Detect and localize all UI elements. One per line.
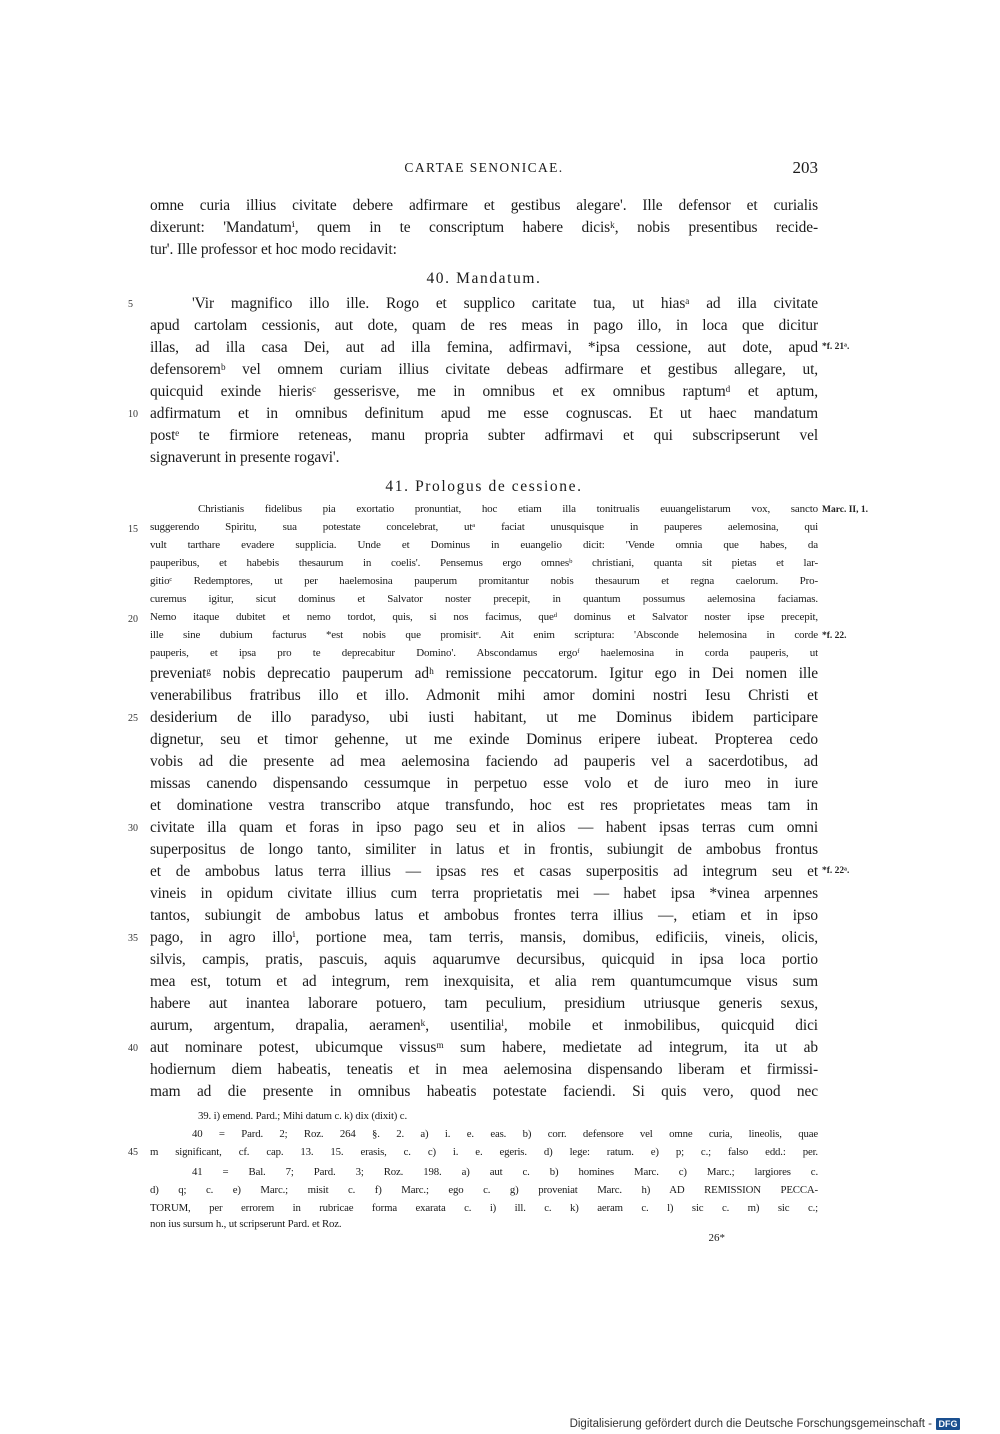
- page-number: 203: [792, 158, 818, 177]
- text-line: vult tarthare evadere supplicia. Unde et Dominus in euangelio dicit: 'Vende omnia que habes, da: [150, 539, 818, 551]
- line-number: 20: [128, 614, 138, 625]
- text-line: dignetur, seu et timor gehenne, ut me exinde Dominus eripere iubeat. Propterea cedo: [150, 731, 818, 748]
- text-line: 'Vir magnifico illo ille. Rogo et supplico caritate tua, ut hiasᵃ ad illa civitate: [192, 295, 818, 312]
- text-line: Christianis fidelibus pia exortatio pronuntiat, hoc etiam illa tonitrualis euuangelistarum vox, sancto: [198, 503, 818, 515]
- text-line: gitioᶜ Redemptores, ut per haelemosina pauperum promitantur nobis thesaurum et regna caelorum. Pro-: [150, 575, 818, 587]
- text-line: et de ambobus latus terra illius — ipsas res et casas superpositis ad integrum seu et: [150, 863, 818, 880]
- text-line: quicquid exinde hierisᶜ gesserisve, me in omnibus et ex omnibus raptumᵈ et aptum,: [150, 383, 818, 400]
- text-line: aut nominare potest, ubicumque vissusᵐ sum habere, medietate ad integrum, ita ut ab: [150, 1039, 818, 1056]
- text-line: signaverunt in presente rogavi'.: [150, 449, 340, 466]
- text-line: missas canendo dispensando cessumque in perpetuo esse volo et de iuro meo in iure: [150, 775, 818, 792]
- text-line: illas, ad illa casa Dei, aut ad illa femina, adfirmavi, *ipsa cessione, aut dote, apud: [150, 339, 818, 356]
- footnote-line: m significant, cf. cap. 13. 15. erasis, c. c) i. e. egeris. d) lege: ratum. e) p; c.; falso edd.: per.: [150, 1146, 818, 1158]
- text-line: vobis ad die presente ad mea aelemosina faciendo ad pauperis vel a sacerdotibus, ad: [150, 753, 818, 770]
- running-title: CARTAE SENONICAE.: [404, 160, 564, 175]
- text-line: vineis in opidum civitate illius cum terra proprietatis mei — habet ipsa *vinea arpennes: [150, 885, 818, 902]
- line-number: 5: [128, 299, 133, 310]
- footnote-line: d) q; c. e) Marc.; misit c. f) Marc.; ego c. g) proveniat Marc. h) AD REMISSION PECCA-: [150, 1184, 818, 1196]
- margin-note: Marc. II, 1.: [822, 505, 868, 515]
- text-line: superpositus de longo tanto, similiter in latus et in frontis, subiungit de ambobus frontus: [150, 841, 818, 858]
- footnote-line: 40 = Pard. 2; Roz. 264 §. 2. a) i. e. eas. b) corr. defensore vel omne curia, lineolis, quae: [192, 1128, 818, 1140]
- dfg-logo: DFG: [936, 1418, 960, 1430]
- text-line: omne curia illius civitate debere adfirmare et gestibus alegare'. Ille defensor et curialis: [150, 197, 818, 214]
- text-line: tantos, subiungit de ambobus latus et ambobus frontes terra illius —, etiam et in ipso: [150, 907, 818, 924]
- text-line: adfirmatum et in omnibus definitum apud me esse cognuscas. Et ut haec mandatum: [150, 405, 818, 422]
- text-line: mam ad die presente in omnibus habeatis potestate faciendi. Si quis vero, quod nec: [150, 1083, 818, 1100]
- text-line: apud cartolam cessionis, aut dote, quam de res meas in pago illo, in loca que dicitur: [150, 317, 818, 334]
- text-line: dixerunt: 'Mandatumⁱ, quem in te conscriptum habere dicisᵏ, nobis presentibus recide-: [150, 219, 818, 236]
- line-number: 10: [128, 409, 138, 420]
- text-line: pauperibus, et habebis thesaurum in coelis'. Pensemus ergo omnesᵇ christiani, quanta sit pietas et lar-: [150, 557, 818, 569]
- text-line: Nemo itaque dubitet et nemo tordot, quis, si nos facimus, queᵈ dominus et Salvator noster ipse precepit,: [150, 611, 818, 623]
- text-line: et dominatione vestra transcribo atque transfundo, hoc est res proprietates meas tam in: [150, 797, 818, 814]
- chapter-heading-40: 40. Mandatum.: [426, 270, 542, 287]
- text-line: silvis, campis, pratis, pascuis, aquis aquarumve decursibus, quicquid in ipsa loca portio: [150, 951, 818, 968]
- text-line: preveniatᵍ nobis deprecatio pauperum adʰ remissione peccatorum. Igitur ego in Dei nomen ille: [150, 665, 818, 682]
- text-line: aurum, argentum, drapalia, aeramenᵏ, usentiliaˡ, mobile et inmobilibus, quicquid dici: [150, 1017, 818, 1034]
- line-number: 30: [128, 823, 138, 834]
- running-head: [150, 158, 818, 180]
- margin-note: *f. 21ᵃ.: [822, 342, 850, 352]
- text-line: ille sine dubium facturus *est nobis que promisitᵉ. Ait enim scriptura: 'Absconde helemosina in corde: [150, 629, 818, 641]
- signature-mark: 26*: [708, 1232, 725, 1244]
- footnote-line: TORUM, per errorem in rubricae forma exarata c. i) ill. c. k) aeram c. l) sic c. m) sic c.;: [150, 1202, 818, 1214]
- text-line: venerabilibus fratribus illo et illo. Admonit mihi amor domini nostri Iesu Christi et: [150, 687, 818, 704]
- footnote-line: non ius sursum h., ut scripserunt Pard. et Roz.: [150, 1218, 342, 1230]
- line-number: 15: [128, 524, 138, 535]
- text-line: mea est, totum et ad integrum, rem inexquisita, et alia rem quantumcumque visus sum: [150, 973, 818, 990]
- credit-text: Digitalisierung gefördert durch die Deutsche Forschungsgemeinschaft -: [569, 1418, 932, 1430]
- line-number: 25: [128, 713, 138, 724]
- text-line: desiderium de illo paradyso, ubi iusti habitant, ut me Dominus ibidem participare: [150, 709, 818, 726]
- footnote-line: 39. i) emend. Pard.; Mihi datum c. k) dix (dixit) c.: [198, 1110, 407, 1122]
- text-line: tur'. Ille professor et hoc modo recidavit:: [150, 241, 397, 258]
- text-line: habere aut inantea laborare potuero, tam peculium, presidium utriusque generis sexus,: [150, 995, 818, 1012]
- text-line: postᵉ te firmiore reteneas, manu propria subter adfirmavi et qui subscripserunt vel: [150, 427, 818, 444]
- margin-note: *f. 22.: [822, 631, 847, 641]
- digitization-credit: [570, 1418, 960, 1430]
- text-line: pago, in agro illoⁱ, portione mea, tam terris, mansis, domibus, edificiis, vineis, olicis,: [150, 929, 818, 946]
- text-line: curemus igitur, sicut dominus et Salvator noster precepit, in quantum possumus aelemosina faciamas.: [150, 593, 818, 605]
- text-line: pauperis, et ipsa pro te deprecabitur Domino'. Abscondamus ergoᶠ haelemosina in corda pauperis, ut: [150, 647, 818, 659]
- line-number: 35: [128, 933, 138, 944]
- text-line: defensoremᵇ vel omnem curiam illius civitate debeas adfirmare et gestibus allegare, ut,: [150, 361, 818, 378]
- line-number: 45: [128, 1147, 138, 1158]
- text-line: hodiernum diem habeatis, teneatis et in mea aelemosina dispensando liberam et firmissi-: [150, 1061, 818, 1078]
- chapter-heading-41: 41. Prologus de cessione.: [385, 478, 583, 495]
- line-number: 40: [128, 1043, 138, 1054]
- text-line: civitate illa quam et foras in ipso pago seu et in alios — habent ipsas terras cum omni: [150, 819, 818, 836]
- text-line: suggerendo Spiritu, sua potestate concelebrat, utᵃ faciat unusquisque in pauperes aelemosina, qui: [150, 521, 818, 533]
- footnote-line: 41 = Bal. 7; Pard. 3; Roz. 198. a) aut c. b) homines Marc. c) Marc.; largiores c.: [192, 1166, 818, 1178]
- margin-note: *f. 22ᵃ.: [822, 866, 850, 876]
